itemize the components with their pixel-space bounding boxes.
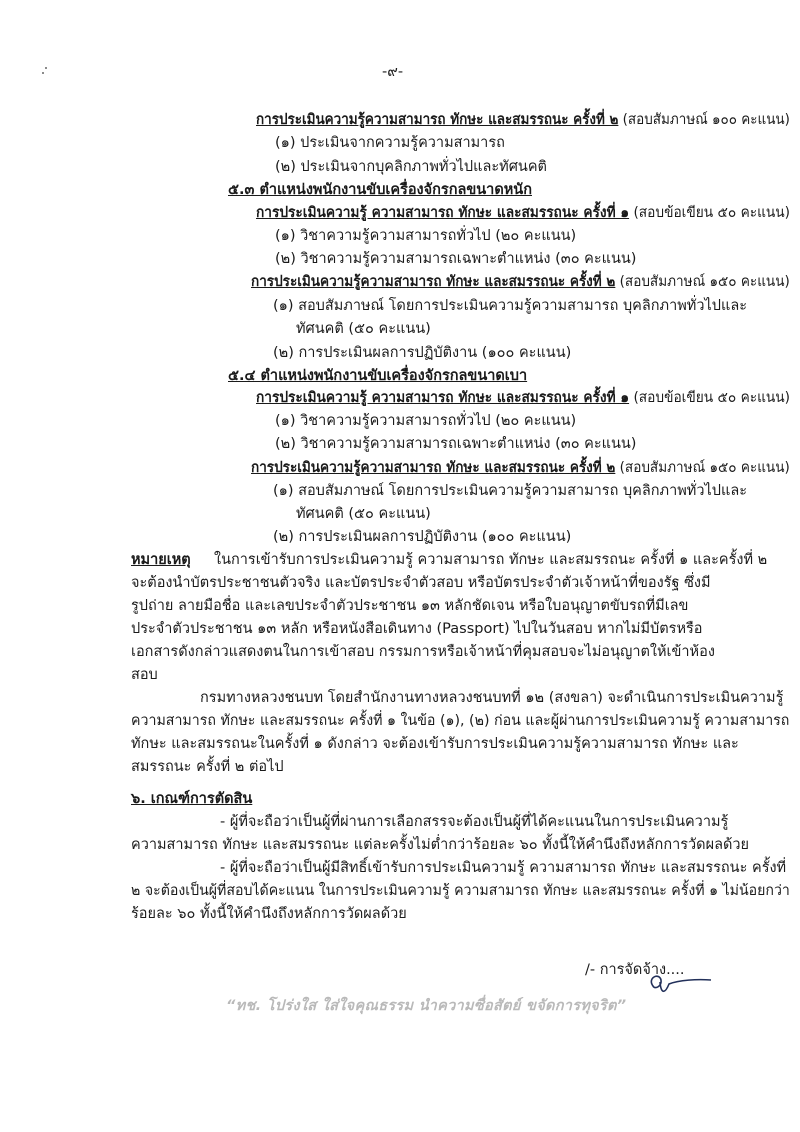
s52-round2-line bbox=[256, 110, 790, 130]
s53-round1-note: (สอบข้อเขียน ๕๐ คะแนน) bbox=[633, 205, 791, 221]
s54-title: ๕.๔ ตำแหน่งพนักงานขับเครื่องจักรกลขนาดเบา bbox=[228, 368, 528, 384]
s53-round2-item-2: (๒) การประเมินผลการปฏิบัติงาน (๑๐๐ คะแนน) bbox=[273, 345, 572, 361]
s53-round1-item-1: (๑) วิชาความรู้ความสามารถทั่วไป (๒๐ คะแนน) bbox=[275, 228, 577, 244]
s53-round1-heading: การประเมินความรู้ ความสามารถ ทักษะ และสมรรถนะ ครั้งที่ ๑ bbox=[256, 205, 630, 221]
announcement-line-4: สมรรถนะ ครั้งที่ ๒ ต่อไป bbox=[131, 759, 284, 775]
page-number: -๙- bbox=[382, 64, 404, 80]
s54-round2-item-1-line-2: ทัศนคติ (๕๐ คะแนน) bbox=[296, 506, 431, 522]
remark-line-6: สอบ bbox=[131, 667, 158, 683]
s54-round2-item-1-line-1: (๑) สอบสัมภาษณ์ โดยการประเมินความรู้ความสามารถ บุคลิกภาพทั่วไปและ bbox=[273, 483, 748, 499]
s54-round1-note: (สอบข้อเขียน ๕๐ คะแนน) bbox=[633, 390, 791, 406]
remark-line-4: ประจำตัวประชาชน ๑๓ หลัก หรือหนังสือเดินทาง (Passport) ไปในวันสอบ หากไม่มีบัตรหรือ bbox=[131, 621, 703, 637]
footer-motto: “ทช. โปร่งใส ใส่ใจคุณธรรม นำความซื่อสัตย์ ขจัดการทุจริต” bbox=[226, 998, 627, 1014]
s54-round2-heading: การประเมินความรู้ความสามารถ ทักษะ และสมรรถนะ ครั้งที่ ๒ bbox=[251, 460, 616, 476]
s53-round2-item-1-line-1: (๑) สอบสัมภาษณ์ โดยการประเมินความรู้ความสามารถ บุคลิกภาพทั่วไปและ bbox=[273, 298, 748, 314]
s6-criterion-1-line-2: ความสามารถ ทักษะ และสมรรถนะ แต่ละครั้งไม่ต่ำกว่าร้อยละ ๖๐ ทั้งนี้ให้คำนึงถึงหลักการวัดผลด้วย bbox=[131, 837, 750, 853]
s54-round1-line bbox=[256, 388, 790, 408]
announcement-line-1: กรมทางหลวงชนบท โดยสำนักงานทางหลวงชนบทที่ ๑๒ (สงขลา) จะดำเนินการประเมินความรู้ bbox=[200, 690, 784, 706]
scan-speck bbox=[45, 67, 47, 69]
s6-title: ๖. เกณฑ์การตัดสิน bbox=[131, 791, 253, 807]
s6-criterion-2-line-3: ร้อยละ ๖๐ ทั้งนี้ให้คำนึงถึงหลักการวัดผลด้วย bbox=[131, 906, 407, 922]
remark-line-2: จะต้องนำบัตรประชาชนตัวจริง และบัตรประจำตัวสอบ หรือบัตรประจำตัวเจ้าหน้าที่ของรัฐ ซึ่งมี bbox=[131, 575, 711, 591]
s52-round2-heading: การประเมินความรู้ความสามารถ ทักษะ และสมรรถนะ ครั้งที่ ๒ bbox=[256, 112, 619, 128]
s53-round2-heading: การประเมินความรู้ความสามารถ ทักษะ และสมรรถนะ ครั้งที่ ๒ bbox=[251, 274, 616, 290]
s53-round2-item-1-line-2: ทัศนคติ (๕๐ คะแนน) bbox=[296, 321, 431, 337]
remark-line-1: ในการเข้ารับการประเมินความรู้ ความสามารถ ทักษะ และสมรรถนะ ครั้งที่ ๑ และครั้งที่ ๒ bbox=[214, 552, 768, 568]
s52-round2-item-1: (๑) ประเมินจากความรู้ความสามารถ bbox=[275, 135, 505, 151]
s52-round2-note: (สอบสัมภาษณ์ ๑๐๐ คะแนน) bbox=[622, 112, 790, 128]
s53-round2-line bbox=[251, 272, 790, 292]
s54-round2-note: (สอบสัมภาษณ์ ๑๕๐ คะแนน) bbox=[619, 460, 790, 476]
s53-round2-note: (สอบสัมภาษณ์ ๑๕๐ คะแนน) bbox=[619, 274, 790, 290]
s54-round2-item-2: (๒) การประเมินผลการปฏิบัติงาน (๑๐๐ คะแนน) bbox=[273, 529, 572, 545]
s53-title: ๕.๓ ตำแหน่งพนักงานขับเครื่องจักรกลขนาดหนัก bbox=[228, 182, 532, 198]
s54-round1-heading: การประเมินความรู้ ความสามารถ ทักษะ และสมรรถนะ ครั้งที่ ๑ bbox=[256, 390, 630, 406]
s6-criterion-2-line-2: ๒ จะต้องเป็นผู้ที่สอบได้คะแนน ในการประเมินความรู้ ความสามารถ ทักษะ และสมรรถนะ ครั้งที่ ๑ ไม่น้อยกว่า bbox=[131, 883, 790, 899]
announcement-line-3: ทักษะ และสมรรถนะในครั้งที่ ๑ ดังกล่าว จะต้องเข้ารับการประเมินความรู้ความสามารถ ทักษะ และ bbox=[131, 736, 739, 752]
s52-round2-item-2: (๒) ประเมินจากบุคลิกภาพทั่วไปและทัศนคติ bbox=[275, 159, 547, 175]
remark-line-5: เอกสารดังกล่าวแสดงตนในการเข้าสอบ กรรมการหรือเจ้าหน้าที่คุมสอบจะไม่อนุญาตให้เข้าห้อง bbox=[131, 644, 715, 660]
s6-criterion-1-line-1: - ผู้ที่จะถือว่าเป็นผู้ที่ผ่านการเลือกสรรจะต้องเป็นผู้ที่ได้คะแนนในการประเมินความรู้ bbox=[220, 814, 729, 830]
s6-criterion-2-line-1: - ผู้ที่จะถือว่าเป็นผู้มีสิทธิ์เข้ารับการประเมินความรู้ ความสามารถ ทักษะ และสมรรถนะ ครั้งที่ bbox=[220, 860, 787, 876]
announcement-line-2: ความสามารถ ทักษะ และสมรรถนะ ครั้งที่ ๑ ในข้อ (๑), (๒) ก่อน และผู้ผ่านการประเมินความรู้ ความสามารถ bbox=[131, 713, 790, 729]
remark-line-3: รูปถ่าย ลายมือชื่อ และเลขประจำตัวประชาชน ๑๓ หลักชัดเจน หรือใบอนุญาตขับรถที่มีเลข bbox=[131, 598, 689, 614]
signature-icon bbox=[645, 968, 715, 998]
s53-round1-item-2: (๒) วิชาความรู้ความสามารถเฉพาะตำแหน่ง (๓๐ คะแนน) bbox=[275, 251, 637, 267]
s53-round1-line bbox=[256, 203, 790, 223]
s54-round1-item-1: (๑) วิชาความรู้ความสามารถทั่วไป (๒๐ คะแนน) bbox=[275, 413, 577, 429]
s54-round1-item-2: (๒) วิชาความรู้ความสามารถเฉพาะตำแหน่ง (๓๐ คะแนน) bbox=[275, 436, 637, 452]
s54-round2-line bbox=[251, 458, 790, 478]
remark-label: หมายเหตุ bbox=[131, 552, 191, 568]
continuation-note: /- การจัดจ้าง.... bbox=[585, 962, 685, 978]
scan-speck bbox=[42, 72, 44, 74]
